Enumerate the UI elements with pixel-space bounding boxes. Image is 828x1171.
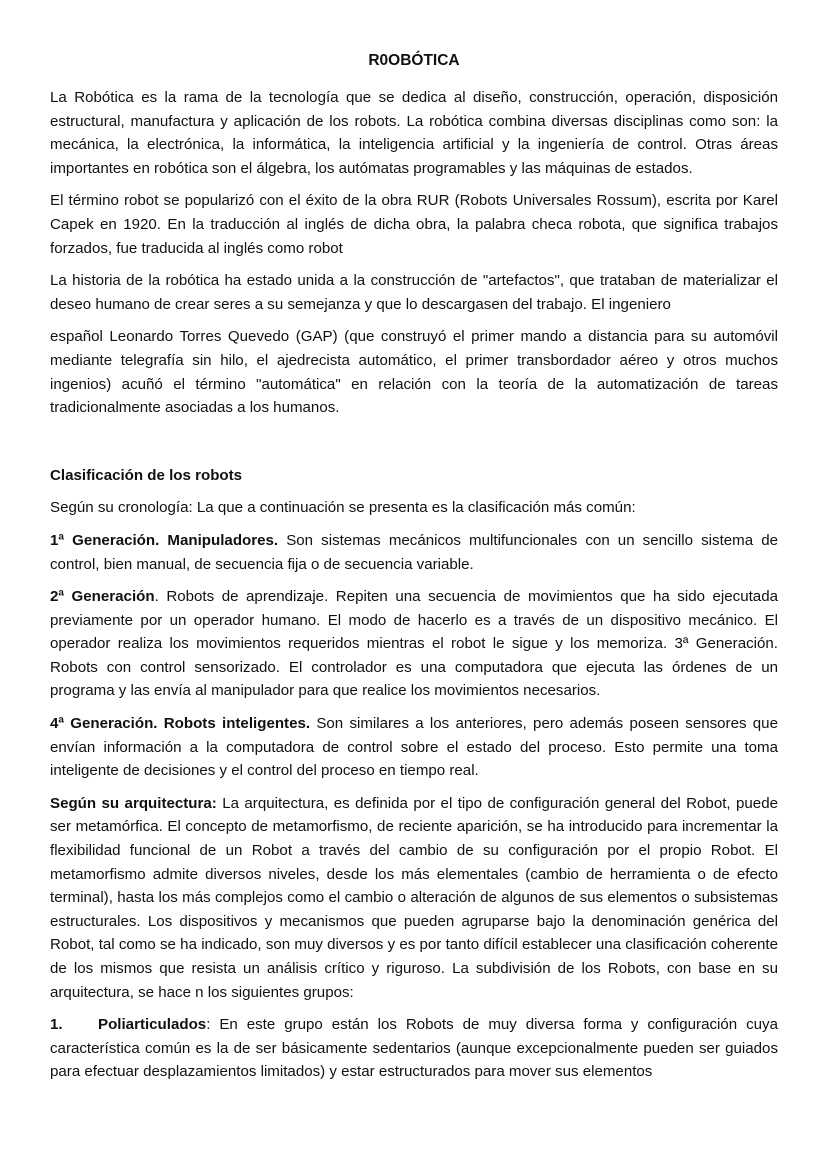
- paragraph-generation-1: [50, 529, 778, 576]
- paragraph-intro: La Robótica es la rama de la tecnología que se dedica al diseño, construcción, operación, disposición estructural, manufactura y aplicación de los robots. La robótica combina diversas disciplinas como son: la mecánica, la electrónica, la informática, la inteligencia artificial y la ingeniería de control. Otras áreas importantes en robótica son el álgebra, los autómatas programables y las máquinas de estados.: [50, 89, 778, 177]
- paragraph-history: La historia de la robótica ha estado unida a la construcción de "artefactos", que trataban de materializar el deseo humano de crear seres a su semejanza y que lo descargasen del trabajo. El ingeniero: [50, 272, 778, 313]
- paragraph-chronology: Según su cronología: La que a continuación se presenta es la clasificación más común:: [50, 499, 636, 517]
- section-spacer: [50, 429, 778, 464]
- generation-2-text: . Robots de aprendizaje. Repiten una secuencia de movimientos que ha sido ejecutada previamente por un operador humano. El modo de hacerlo es a través de un dispositivo mecánico. El operador realiza los movimientos requeridos mientras el robot le sigue y los memoriza. 3ª Generación. Robots con control sensorizado. El controlador es una computadora que ejecuta las órdenes de un programa y las envía al manipulador para que realice los movimientos necesarios.: [50, 588, 778, 700]
- generation-1-label: 1ª Generación. Manipuladores.: [50, 531, 279, 549]
- paragraph-generation-2: [50, 585, 778, 703]
- generation-4-text: Son similares a los anteriores, pero además poseen sensores que envían información a la computadora de control sobre el estado del proceso. Esto permite una toma inteligente de decisiones y el control del proceso en tiempo real.: [50, 715, 778, 780]
- generation-2-label: 2ª Generación: [50, 588, 155, 606]
- list-item-number: 1.: [50, 1016, 63, 1034]
- paragraph-generation-4: [50, 712, 778, 783]
- list-item-text: : En este grupo están los Robots de muy diversa forma y configuración cuya característica común es la de ser básicamente sedentarios (aunque excepcionalmente pueden ser guiados para efectuar desplazamientos limitados) y estar estructurados para mover sus elementos: [50, 1016, 778, 1081]
- document-page: [50, 50, 778, 1093]
- paragraph-architecture: [50, 792, 778, 1004]
- generation-1-text: Son sistemas mecánicos multifuncionales con un sencillo sistema de control, bien manual, de secuencia fija o de secuencia variable.: [50, 531, 779, 573]
- list-item-label: Poliarticulados: [98, 1016, 207, 1034]
- section-heading-classification: Clasificación de los robots: [50, 466, 243, 484]
- document-title: R0OBÓTICA: [368, 52, 460, 69]
- list-item-poliarticulados: [50, 1013, 778, 1084]
- architecture-label: Según su arquitectura:: [50, 794, 217, 812]
- paragraph-torres-quevedo: español Leonardo Torres Quevedo (GAP) (que construyó el primer mando a distancia para su automóvil mediante telegrafía sin hilo, el ajedrecista automático, el primer transbordador aéreo y otros muchos ingenios) acuñó el término "automática" en relación con la teoría de la automatización de tareas tradicionalmente asociadas a los humanos.: [50, 328, 778, 417]
- architecture-text: La arquitectura, es definida por el tipo de configuración general del Robot, puede ser metamórfica. El concepto de metamorfismo, de reciente aparición, se ha introducido para incrementar la flexibilidad funcional de un Robot a través del cambio de su configuración por el propio Robot. El metamorfismo admite diversos niveles, desde los más elementales (cambio de herramienta o de efecto terminal), hasta los más complejos como el cambio o alteración de algunos de sus elementos o subsistemas estructurales. Los dispositivos y mecanismos que pueden agruparse bajo la denominación genérica del Robot, tal como se ha indicado, son muy diversos y es por tanto difícil establecer una clasificación coherente de los mismos que resista un análisis crítico y riguroso. La subdivisión de los Robots, con base en su arquitectura, se hace n los siguientes grupos:: [50, 794, 778, 1001]
- paragraph-term-origin: El término robot se popularizó con el éxito de la obra RUR (Robots Universales Rossum), escrita por Karel Capek en 1920. En la traducción al inglés de dicha obra, la palabra checa robota, que significa trabajos forzados, fue traducida al inglés como robot: [50, 192, 778, 257]
- generation-4-label: 4ª Generación. Robots inteligentes.: [50, 715, 311, 733]
